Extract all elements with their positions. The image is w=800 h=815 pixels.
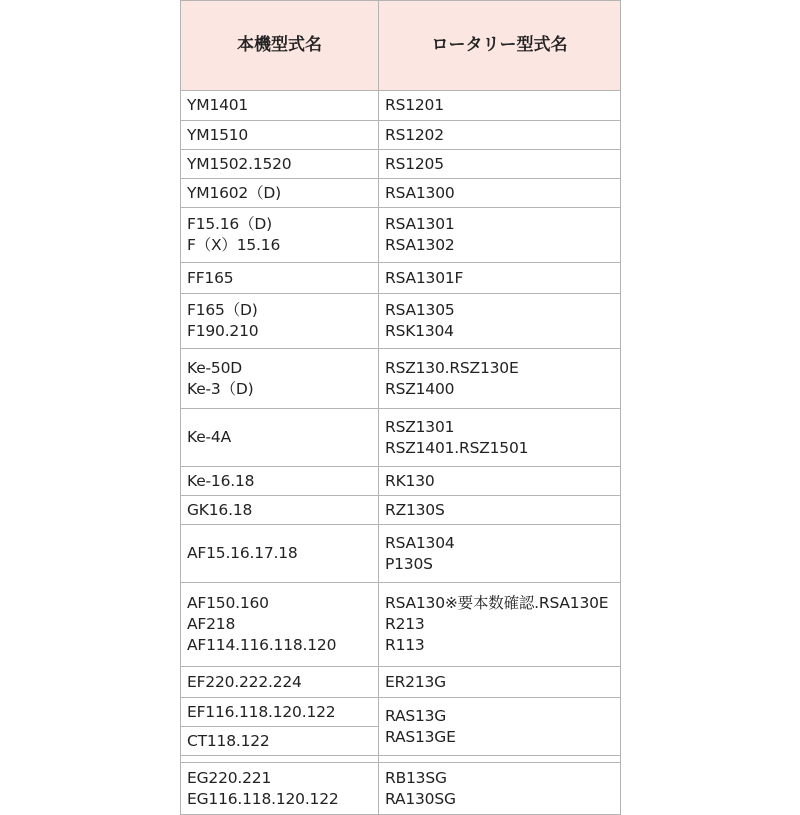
machine-model-cell <box>181 263 379 294</box>
machine-model: CT118.122 <box>187 731 270 750</box>
table-row <box>181 763 621 815</box>
table-row <box>181 583 621 667</box>
table-row <box>181 467 621 496</box>
machine-model: FF165 <box>187 268 234 287</box>
rotary-model: RSZ1301 <box>385 417 455 436</box>
compatibility-table <box>180 0 621 815</box>
machine-model-cell <box>181 121 379 150</box>
rotary-model: RSA1304 <box>385 533 455 552</box>
rotary-model: RSA1305 <box>385 301 455 319</box>
rotary-model: RSA1302 <box>385 236 455 254</box>
machine-model: YM1401 <box>187 96 249 114</box>
rotary-model-cell <box>379 208 621 263</box>
machine-model-cell <box>181 150 379 179</box>
header-machine-model: 本機型式名 <box>181 1 379 91</box>
rotary-model-cell <box>379 583 621 667</box>
machine-model: F190.210 <box>187 322 259 340</box>
rotary-model: RSA1301 <box>385 215 455 233</box>
rotary-model-cell <box>379 467 621 496</box>
rotary-model-cell <box>379 409 621 467</box>
rotary-model: RK130 <box>385 471 435 490</box>
machine-model-cell <box>181 294 379 349</box>
machine-model: Ke-16.18 <box>187 471 255 490</box>
machine-model-cell <box>181 467 379 496</box>
machine-model: EG220.221 <box>187 768 272 787</box>
table-spacer-row <box>181 756 621 763</box>
table-row <box>181 525 621 583</box>
machine-model-cell <box>181 727 379 756</box>
machine-model-cell <box>181 667 379 698</box>
machine-model: F165（D) <box>187 301 258 319</box>
machine-model: AF114.116.118.120 <box>187 636 337 654</box>
rotary-model: RAS13GE <box>385 727 456 746</box>
machine-model: EF220.222.224 <box>187 672 302 691</box>
spacer-cell <box>181 756 379 763</box>
machine-model: AF15.16.17.18 <box>187 544 298 562</box>
rotary-model: RS1202 <box>385 125 444 144</box>
machine-model: EG116.118.120.122 <box>187 789 339 808</box>
rotary-model: RSZ1400 <box>385 379 455 398</box>
table-row <box>181 208 621 263</box>
rotary-model-cell <box>379 179 621 208</box>
machine-model: GK16.18 <box>187 500 253 519</box>
rotary-model-cell <box>379 91 621 121</box>
machine-model: YM1502.1520 <box>187 154 292 173</box>
machine-model-cell <box>181 525 379 583</box>
machine-model-cell <box>181 409 379 467</box>
rotary-model: RSA1300 <box>385 183 455 202</box>
machine-model: F（X）15.16 <box>187 236 281 254</box>
machine-model: AF150.160 <box>187 594 269 612</box>
rotary-model: R213 <box>385 615 425 633</box>
machine-model: Ke-50D <box>187 358 242 377</box>
rotary-model: RSA130※要本数確認.RSA130E <box>385 594 609 612</box>
machine-model: AF218 <box>187 615 236 633</box>
rotary-model-cell <box>379 121 621 150</box>
table-row <box>181 91 621 121</box>
rotary-model-cell <box>379 525 621 583</box>
rotary-model: RB13SG <box>385 768 447 787</box>
spacer-cell <box>379 756 621 763</box>
machine-model-cell <box>181 91 379 121</box>
table-row <box>181 667 621 698</box>
table-row <box>181 150 621 179</box>
rotary-model-cell <box>379 349 621 409</box>
rotary-model: RA130SG <box>385 789 456 808</box>
machine-model: YM1602（D) <box>187 183 281 202</box>
machine-model: F15.16（D) <box>187 215 272 233</box>
machine-model: EF116.118.120.122 <box>187 702 336 721</box>
machine-model-cell <box>181 349 379 409</box>
machine-model: Ke-4A <box>187 428 231 446</box>
rotary-model: RS1201 <box>385 96 444 114</box>
rotary-model: R113 <box>385 636 425 654</box>
rotary-model-cell <box>379 763 621 815</box>
rotary-model: RSK1304 <box>385 322 454 340</box>
rotary-model-cell <box>379 496 621 525</box>
rotary-model: RZ130S <box>385 500 445 519</box>
machine-model-cell <box>181 496 379 525</box>
rotary-model: ER213G <box>385 672 446 691</box>
rotary-model-cell <box>379 150 621 179</box>
table-row <box>181 121 621 150</box>
rotary-model: RSZ130.RSZ130E <box>385 358 519 377</box>
rotary-model-cell <box>379 667 621 698</box>
table-row <box>181 263 621 294</box>
machine-model: Ke-3（D) <box>187 379 254 398</box>
header-rotary-model: ロータリー型式名 <box>379 1 621 91</box>
header-row <box>181 1 621 91</box>
rotary-model: RSZ1401.RSZ1501 <box>385 438 529 457</box>
machine-model: YM1510 <box>187 125 249 144</box>
table-row <box>181 294 621 349</box>
rotary-model: RSA1301F <box>385 268 464 287</box>
rotary-model-cell <box>379 698 621 756</box>
machine-model-cell <box>181 208 379 263</box>
rotary-model: RS1205 <box>385 154 444 173</box>
machine-model-cell <box>181 179 379 208</box>
rotary-model-cell <box>379 263 621 294</box>
table-row <box>181 409 621 467</box>
machine-model-cell <box>181 698 379 727</box>
rotary-model: P130S <box>385 554 433 573</box>
machine-model-cell <box>181 583 379 667</box>
table-row <box>181 349 621 409</box>
table-row <box>181 496 621 525</box>
machine-model-cell <box>181 763 379 815</box>
rotary-model-cell <box>379 294 621 349</box>
table-row <box>181 179 621 208</box>
rotary-model: RAS13G <box>385 706 447 725</box>
table-row <box>181 698 621 727</box>
